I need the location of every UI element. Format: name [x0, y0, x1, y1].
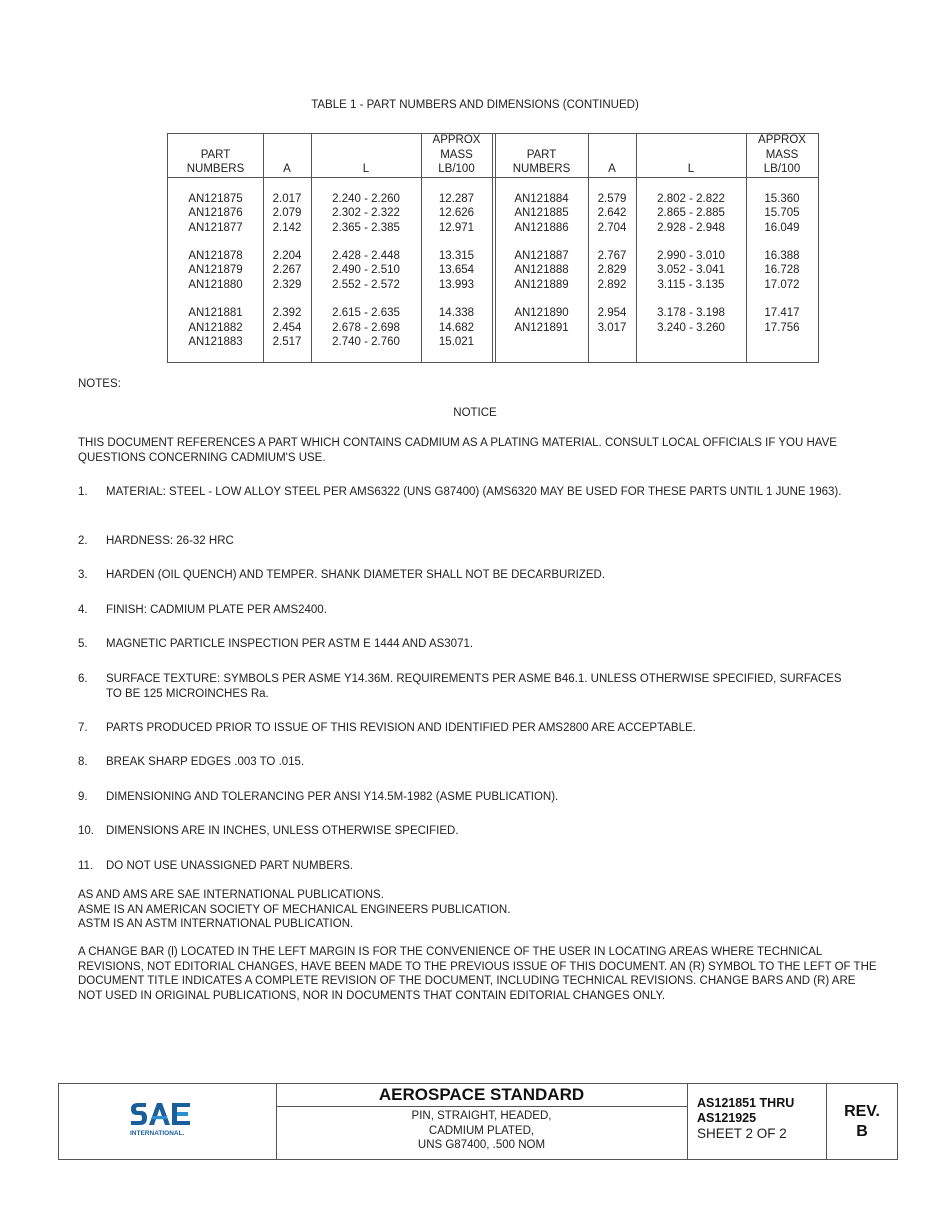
row-group: [421, 249, 492, 292]
title-block: [58, 1083, 898, 1160]
note-text: PARTS PRODUCED PRIOR TO ISSUE OF THIS REVISION AND IDENTIFIED PER AMS2800 ARE ACCEPTABLE.: [106, 722, 696, 734]
row-group: [311, 192, 421, 235]
row-group: [421, 192, 492, 235]
table-cell-a: 2.079: [272, 207, 302, 220]
table-cell-a: 2.392: [272, 307, 302, 320]
header-text: LB/100: [438, 162, 475, 175]
row-group: [588, 192, 636, 235]
table-cell-a: 2.954: [597, 307, 627, 320]
description-line: UNS G87400, .500 NOM: [417, 1139, 546, 1151]
table-cell-l: 2.928 - 2.948: [657, 221, 725, 234]
row-group: [168, 306, 263, 349]
revision-cell: [827, 1084, 897, 1159]
note-number: 9.: [78, 791, 88, 803]
table-cell-part: AN121890: [514, 307, 569, 320]
table-cell-l: 3.178 - 3.198: [657, 307, 725, 320]
column-part-numbers: [495, 192, 588, 349]
table-cell-part: AN121889: [514, 278, 569, 291]
publication-line: ASTM IS AN ASTM INTERNATIONAL PUBLICATION.: [78, 918, 354, 930]
table-cell-part: AN121886: [514, 221, 569, 234]
column-l: [311, 192, 421, 364]
table-cell-a: 2.642: [597, 207, 627, 220]
table-cell-a: 2.892: [597, 278, 627, 291]
row-group: [263, 306, 311, 349]
table-cell-l: 2.490 - 2.510: [332, 264, 400, 277]
header-text: APPROX: [758, 134, 806, 147]
header-text: A: [608, 162, 616, 175]
note-text: SURFACE TEXTURE: SYMBOLS PER ASME Y14.36M. REQUIREMENTS PER ASME B46.1. UNLESS OTHERWISE SPECIFIED, SURFACES TO BE 125 MICROINCHES Ra.: [106, 673, 842, 700]
row-group: [263, 192, 311, 235]
note-text: BREAK SHARP EDGES .003 TO .015.: [106, 756, 305, 768]
header-text: PART: [200, 148, 231, 161]
column-part-numbers: [168, 192, 263, 364]
table-cell-mass: 15.021: [438, 335, 475, 348]
table-cell-mass: 17.072: [764, 278, 800, 291]
publication-line: AS AND AMS ARE SAE INTERNATIONAL PUBLICATIONS.: [78, 889, 384, 901]
note-text: FINISH: CADMIUM PLATE PER AMS2400.: [106, 604, 327, 616]
notice-text: THIS DOCUMENT REFERENCES A PART WHICH CONTAINS CADMIUM AS A PLATING MATERIAL. CONSULT LOCAL OFFICIALS IF YOU HAVE QUESTIONS CONCERNING CADMIUM'S USE.: [78, 437, 837, 464]
note-text: HARDEN (OIL QUENCH) AND TEMPER. SHANK DIAMETER SHALL NOT BE DECARBURIZED.: [106, 569, 606, 581]
table-cell-part: AN121885: [514, 207, 569, 220]
notes-label: NOTES:: [78, 378, 121, 390]
table-cell-l: 2.365 - 2.385: [332, 221, 400, 234]
table-cell-l: 2.552 - 2.572: [332, 278, 400, 291]
header-text: NUMBERS: [186, 162, 245, 175]
table-cell-mass: 15.705: [764, 207, 800, 220]
table-cell-mass: 17.417: [764, 307, 800, 320]
note-number: 4.: [78, 604, 88, 616]
table-cell-mass: 16.049: [764, 221, 800, 234]
note-number: 1.: [78, 486, 88, 498]
table-cell-a: 2.454: [272, 321, 302, 334]
row-group: [168, 249, 263, 292]
sheet-number: SHEET 2 OF 2: [697, 1126, 787, 1141]
table-cell-a: 2.142: [272, 221, 302, 234]
table-cell-l: 2.802 - 2.822: [657, 193, 725, 205]
row-group: [263, 249, 311, 292]
table-cell-l: 2.615 - 2.635: [332, 307, 400, 320]
row-group: [495, 249, 588, 292]
row-group: [495, 192, 588, 235]
table-cell-part: AN121882: [188, 321, 243, 334]
row-group: [588, 306, 636, 335]
table-cell-part: AN121883: [188, 335, 243, 348]
logo-text: INTERNATIONAL.: [130, 1130, 185, 1137]
header-text: LB/100: [763, 162, 801, 175]
table-cell-mass: 12.626: [438, 207, 475, 220]
table-cell-mass: 14.338: [438, 307, 475, 320]
part-description: [276, 1107, 687, 1153]
header-a: [588, 134, 636, 177]
header-approx-mass: [746, 134, 818, 177]
publication-line: ASME IS AN AMERICAN SOCIETY OF MECHANICAL ENGINEERS PUBLICATION.: [78, 903, 511, 916]
row-group: [311, 249, 421, 292]
note-number: 11.: [78, 860, 94, 872]
table-cell-mass: 13.993: [438, 278, 475, 291]
header-text: L: [362, 162, 370, 175]
column-approx-mass: [421, 192, 492, 364]
note-text: HARDNESS: 26-32 HRC: [106, 535, 234, 547]
header-divider: [168, 177, 818, 178]
table-cell-mass: 13.654: [438, 264, 475, 277]
header-text: MASS: [765, 148, 799, 161]
column-l: [636, 192, 746, 349]
table-cell-l: 2.740 - 2.760: [332, 335, 400, 348]
row-group: [495, 306, 588, 335]
table-cell-mass: 16.728: [764, 264, 800, 277]
table-cell-mass: 12.287: [438, 193, 475, 205]
row-group: [746, 306, 818, 335]
note-number: 6.: [78, 673, 88, 685]
table-cell-mass: 12.971: [438, 221, 475, 234]
note-number: 10.: [78, 825, 94, 837]
row-group: [636, 249, 746, 292]
header-l: [636, 134, 746, 177]
parts-table: [167, 133, 819, 363]
table-cell-part: AN121877: [188, 221, 243, 234]
row-group: [746, 249, 818, 292]
note-text: MAGNETIC PARTICLE INSPECTION PER ASTM E 1444 AND AS3071.: [106, 638, 474, 650]
column-approx-mass: [746, 192, 818, 349]
table-cell-a: 2.267: [272, 264, 302, 277]
table-cell-l: 3.115 - 3.135: [657, 278, 725, 291]
row-group: [168, 192, 263, 235]
table-cell-l: 2.428 - 2.448: [332, 250, 400, 263]
note-number: 8.: [78, 756, 88, 768]
header-text: MASS: [440, 148, 473, 161]
table-cell-a: 2.579: [597, 193, 627, 205]
row-group: [421, 306, 492, 349]
sae-logo: [129, 1101, 199, 1143]
note-number: 7.: [78, 722, 88, 734]
header-approx-mass: [421, 134, 492, 177]
document-number: AS121925: [697, 1111, 757, 1125]
column-a: [588, 192, 636, 349]
note-text: DO NOT USE UNASSIGNED PART NUMBERS.: [106, 860, 354, 872]
table-cell-a: 2.517: [272, 335, 302, 348]
header-text: PART: [526, 148, 557, 161]
note-number: 3.: [78, 569, 88, 581]
table-divider: [492, 134, 493, 362]
header-text: APPROX: [432, 134, 481, 147]
table-cell-a: 2.329: [272, 278, 302, 291]
logo-cell: [59, 1084, 277, 1159]
note-number: 2.: [78, 535, 88, 547]
table-cell-l: 3.240 - 3.260: [657, 321, 725, 334]
note-text: DIMENSIONS ARE IN INCHES, UNLESS OTHERWISE SPECIFIED.: [106, 825, 459, 837]
table-cell-part: AN121884: [514, 193, 569, 205]
description-line: PIN, STRAIGHT, HEADED,: [411, 1110, 552, 1122]
table-cell-l: 2.678 - 2.698: [332, 321, 400, 334]
header-text: A: [283, 162, 291, 175]
table-cell-part: AN121881: [188, 307, 243, 320]
note-text: DIMENSIONING AND TOLERANCING PER ANSI Y14.5M-1982 (ASME PUBLICATION).: [106, 791, 559, 803]
table-cell-l: 3.052 - 3.041: [657, 264, 725, 277]
table-cell-l: 2.302 - 2.322: [332, 207, 400, 220]
table-cell-mass: 17.756: [764, 321, 800, 334]
table-cell-part: AN121888: [514, 264, 569, 277]
table-cell-l: 2.990 - 3.010: [657, 250, 725, 263]
table-cell-a: 2.017: [272, 193, 302, 205]
table-cell-mass: 13.315: [438, 250, 475, 263]
table-cell-part: AN121880: [188, 278, 243, 291]
table-cell-l: 2.240 - 2.260: [332, 193, 400, 205]
table-title: TABLE 1 - PART NUMBERS AND DIMENSIONS (CONTINUED): [311, 99, 639, 111]
table-cell-part: AN121875: [188, 193, 243, 205]
table-cell-mass: 15.360: [764, 193, 800, 205]
revision-label: REV.: [844, 1102, 880, 1120]
document-number-cell: [687, 1084, 827, 1159]
notice-title: NOTICE: [453, 407, 497, 419]
row-group: [746, 192, 818, 235]
column-a: [263, 192, 311, 364]
description-line: CADMIUM PLATED,: [428, 1124, 535, 1137]
note-text: MATERIAL: STEEL - LOW ALLOY STEEL PER AMS6322 (UNS G87400) (AMS6320 MAY BE USED FOR THESE PARTS UNTIL 1 JUNE 1963).: [106, 486, 842, 498]
publications-list: [78, 888, 878, 932]
header-l: [311, 134, 421, 177]
revision-value: B: [856, 1122, 868, 1140]
table-cell-a: 2.704: [597, 221, 627, 234]
table-cell-part: AN121876: [188, 207, 243, 220]
table-cell-mass: 16.388: [764, 250, 800, 263]
standard-cell: [276, 1084, 688, 1159]
table-cell-a: 3.017: [597, 321, 627, 334]
row-group: [311, 306, 421, 349]
table-cell-l: 2.865 - 2.885: [657, 207, 725, 220]
table-cell-part: AN121878: [188, 250, 243, 263]
header-part-numbers: [495, 134, 588, 177]
document-number: AS121851 THRU: [697, 1096, 795, 1110]
change-bar-note: A CHANGE BAR (l) LOCATED IN THE LEFT MARGIN IS FOR THE CONVENIENCE OF THE USER IN LOCATING AREAS WHERE TECHNICAL REVISIONS, NOT EDITORIAL CHANGES, HAVE BEEN MADE TO THE PREVIOUS ISSUE OF THIS DOCUMENT. AN (R) SYMBOL TO THE LEFT OF THE DOCUMENT TITLE INDICATES A COMPLETE REVISION OF THE DOCUMENT, INCLUDING TECHNICAL REVISIONS. CHANGE BARS AND (R) ARE NOT USED IN ORIGINAL PUBLICATIONS, NOR IN DOCUMENTS THAT CONTAIN EDITORIAL CHANGES ONLY.: [78, 946, 877, 1002]
table-cell-a: 2.204: [272, 250, 302, 263]
table-cell-part: AN121887: [514, 250, 569, 263]
row-group: [588, 249, 636, 292]
table-cell-mass: 14.682: [438, 321, 475, 334]
table-cell-part: AN121879: [188, 264, 243, 277]
header-part-numbers: [168, 134, 263, 177]
table-cell-a: 2.829: [597, 264, 627, 277]
note-number: 5.: [78, 638, 88, 650]
table-cell-part: AN121891: [514, 321, 569, 334]
row-group: [636, 306, 746, 335]
header-text: NUMBERS: [512, 162, 571, 175]
standard-title: AEROSPACE STANDARD: [276, 1084, 687, 1107]
table-cell-a: 2.767: [597, 250, 627, 263]
header-text: L: [687, 162, 695, 175]
header-a: [263, 134, 311, 177]
row-group: [636, 192, 746, 235]
